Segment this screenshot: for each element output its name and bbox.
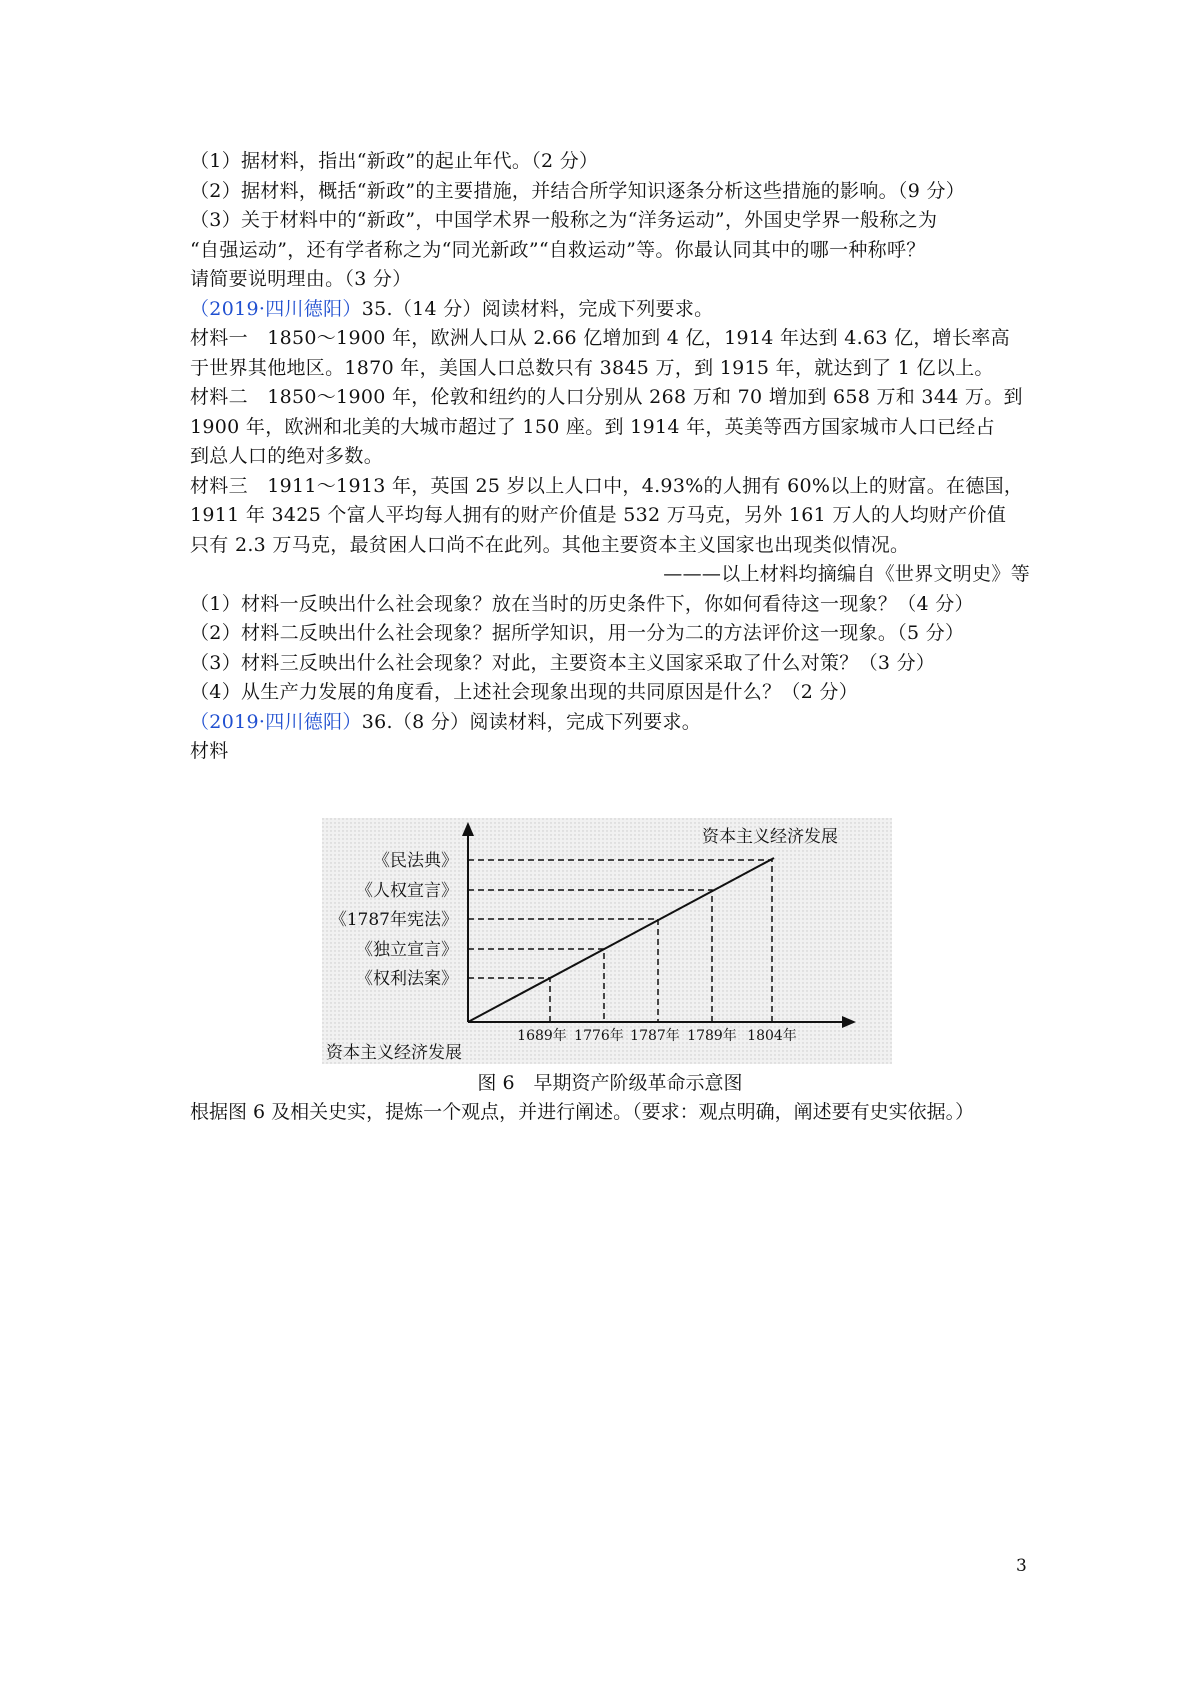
year-label-1789: 1789年 — [687, 1028, 737, 1044]
doc-label-civil-code: 《民法典》 — [373, 851, 458, 871]
doc-label-bill-of-rights: 《权利法案》 — [356, 969, 458, 989]
q36-material-label: 材料 — [190, 740, 229, 762]
year-label-1804: 1804年 — [747, 1028, 797, 1044]
q36-source: （2019·四川德阳） — [190, 710, 362, 733]
top-label: 资本主义经济发展 — [702, 827, 838, 847]
q35-material-line: 1911 年 3425 个富人平均每人拥有的财产价值是 532 万马克，另外 161 万人的人均财产价值 — [190, 504, 1007, 526]
q35-header-text: 35.（14 分）阅读材料，完成下列要求。 — [361, 297, 714, 320]
q35-question: （3）材料三反映出什么社会现象？对此，主要资本主义国家采取了什么对策？（3 分） — [190, 651, 936, 674]
revolution-diagram — [322, 818, 892, 1064]
q35-material-line: 只有 2.3 万马克，最贫困人口尚不在此列。其他主要资本主义国家也出现类似情况。 — [190, 533, 910, 556]
page-number: 3 — [1016, 1556, 1027, 1576]
q35-question: （2）材料二反映出什么社会现象？据所学知识，用一分为二的方法评价这一现象。（5 分） — [190, 622, 965, 644]
year-label-1776: 1776年 — [574, 1028, 624, 1044]
q35-material-line: 于世界其他地区。1870 年，美国人口总数只有 3845 万，到 1915 年，就达到了 1 亿以上。 — [190, 356, 994, 379]
q34-sub1: （1）据材料，指出“新政”的起止年代。（2 分） — [190, 150, 599, 172]
doc-label-constitution-1787: 《1787年宪法》 — [329, 910, 458, 930]
q35-material-line: 材料三 1911～1913 年，英国 25 岁以上人口中，4.93%的人拥有 60%以上的财富。在德国， — [190, 474, 1024, 497]
q35-material-line: 材料一 1850～1900 年，欧洲人口从 2.66 亿增加到 4 亿，1914 年达到 4.63 亿，增长率高 — [190, 327, 1010, 349]
q35-source: （2019·四川德阳） — [190, 297, 362, 320]
q34-sub3-line1: （3）关于材料中的“新政”，中国学术界一般称之为“洋务运动”，外国史学界一般称之为 — [190, 209, 938, 231]
q35-material-line: 1900 年，欧洲和北美的大城市超过了 150 座。到 1914 年，英美等西方国家城市人口已经占 — [190, 415, 995, 438]
year-label-1689: 1689年 — [517, 1028, 567, 1044]
q34-sub2: （2）据材料，概括“新政”的主要措施，并结合所学知识逐条分析这些措施的影响。（9 分） — [190, 179, 966, 202]
doc-label-declaration-independence: 《独立宣言》 — [356, 940, 458, 960]
q35-question: （1）材料一反映出什么社会现象？放在当时的历史条件下，你如何看待这一现象？（4 分） — [190, 592, 974, 615]
q35-attribution: ———以上材料均摘编自《世界文明史》等 — [663, 563, 1030, 585]
q35-material-line: 到总人口的绝对多数。 — [190, 445, 384, 467]
figure-caption: 图 6 早期资产阶级革命示意图 — [477, 1072, 743, 1094]
q36-instruction: 根据图 6 及相关史实，提炼一个观点，并进行阐述。（要求：观点明确，阐述要有史实依据。） — [190, 1101, 975, 1123]
doc-label-rights-of-man: 《人权宣言》 — [356, 881, 458, 901]
question-text — [190, 147, 1030, 767]
q36-header-text: 36.（8 分）阅读材料，完成下列要求。 — [361, 710, 702, 733]
q35-header — [190, 295, 1030, 325]
q34-sub3-line3: 请简要说明理由。（3 分） — [190, 268, 412, 290]
q35-question: （4）从生产力发展的角度看，上述社会现象出现的共同原因是什么？（2 分） — [190, 681, 859, 703]
q34-sub3-line2: “自强运动”，还有学者称之为“同光新政”“自救运动”等。你最认同其中的哪一种称呼？ — [190, 238, 926, 261]
q36-header — [190, 708, 1030, 738]
bottom-label: 资本主义经济发展 — [326, 1043, 462, 1063]
year-label-1787: 1787年 — [630, 1028, 680, 1044]
diagram-svg — [322, 818, 892, 1064]
q35-material-line: 材料二 1850～1900 年，伦敦和纽约的人口分别从 268 万和 70 增加到 658 万和 344 万。到 — [190, 386, 1023, 408]
